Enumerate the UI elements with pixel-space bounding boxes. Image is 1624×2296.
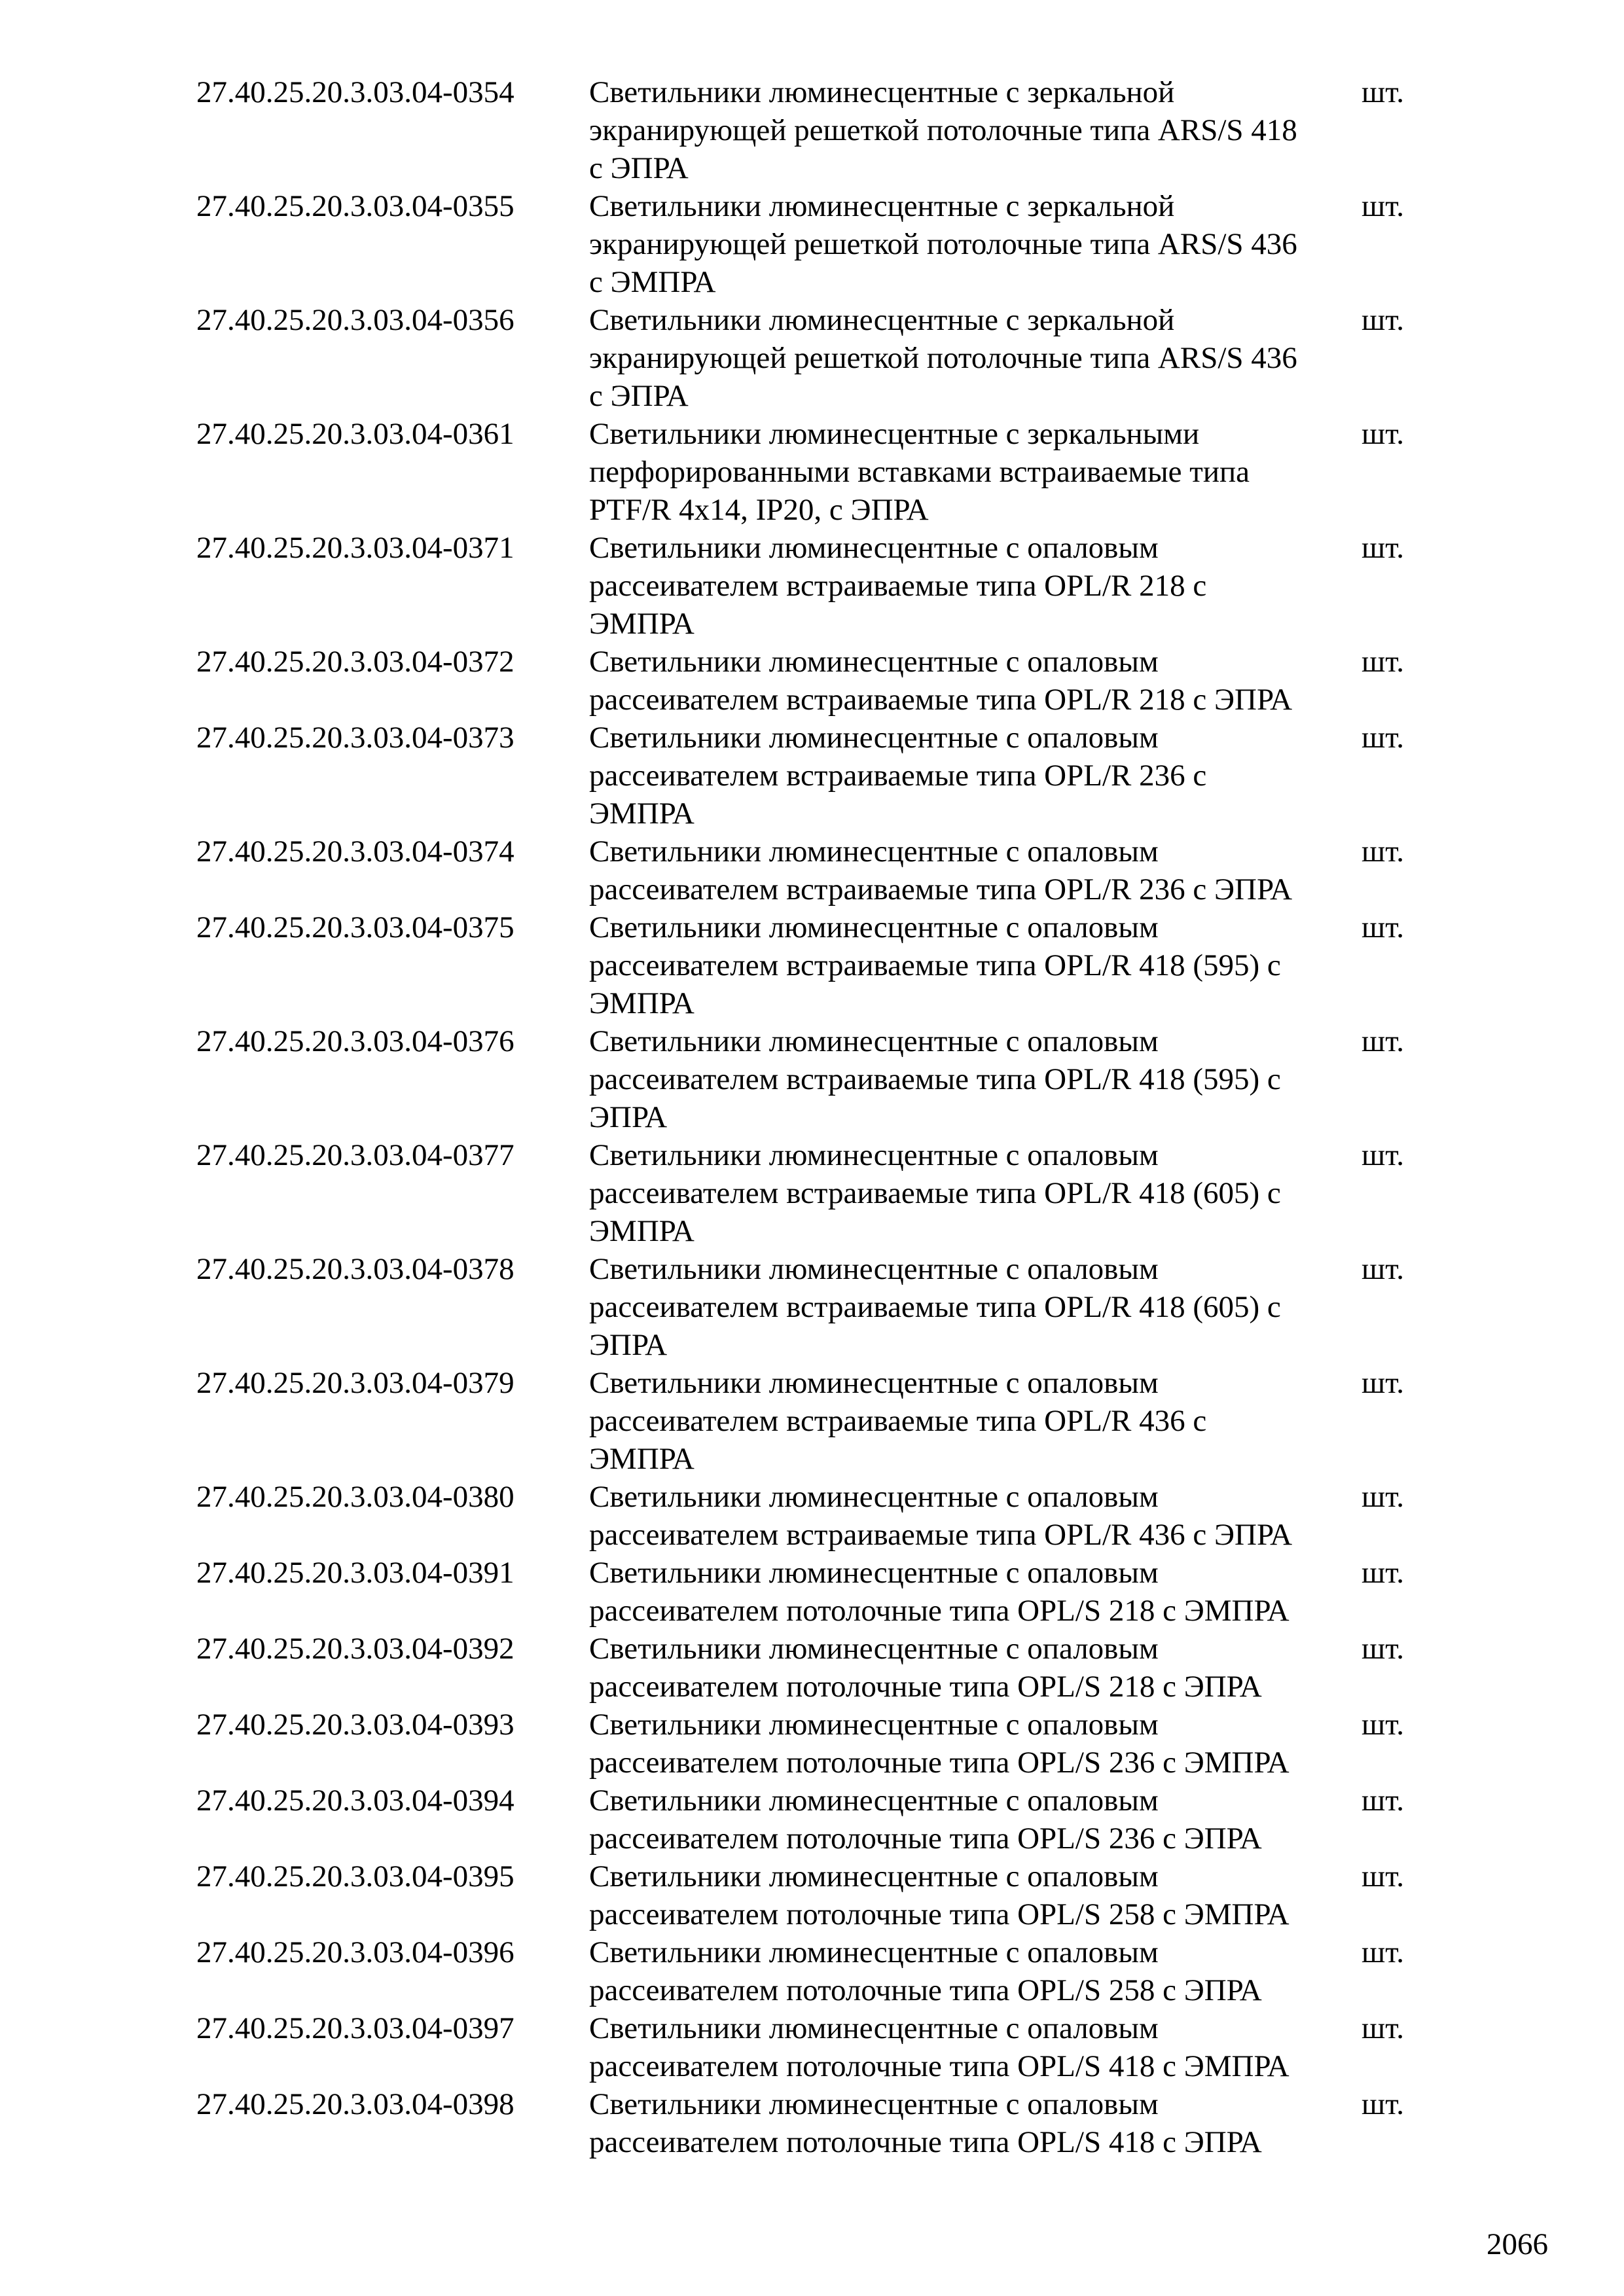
item-code: 27.40.25.20.3.03.04-0373 [196,721,514,755]
item-unit: шт. [1362,75,1404,109]
item-description: Светильники люминесцентные с опаловым рассеивателем потолочные типа OPL/S 258 с ЭМПРА [589,1859,1290,1931]
item-code: 27.40.25.20.3.03.04-0379 [196,1366,514,1400]
item-unit: шт. [1362,2087,1404,2121]
item-description: Светильники люминесцентные с опаловым рассеивателем встраиваемые типа OPL/R 418 (605) с ЭПРА [589,1252,1281,1362]
item-code: 27.40.25.20.3.03.04-0394 [196,1784,514,1818]
item-description: Светильники люминесцентные с опаловым рассеивателем встраиваемые типа OPL/R 436 с ЭМПРА [589,1366,1207,1476]
table-row [196,1364,1440,1478]
table-row [196,1554,1440,1630]
item-description: Светильники люминесцентные с зеркальными перфорированными вставками встраиваемые типа PTF/R 4x14, IP20, с ЭПРА [589,417,1250,527]
item-unit: шт. [1362,1024,1404,1058]
item-code: 27.40.25.20.3.03.04-0391 [196,1556,514,1590]
item-code: 27.40.25.20.3.03.04-0397 [196,2011,514,2045]
table-row [196,1933,1440,2009]
item-code: 27.40.25.20.3.03.04-0356 [196,303,514,337]
item-code: 27.40.25.20.3.03.04-0380 [196,1480,514,1514]
item-code: 27.40.25.20.3.03.04-0376 [196,1024,514,1058]
item-unit: шт. [1362,1138,1404,1172]
item-unit: шт. [1362,189,1404,223]
item-unit: шт. [1362,721,1404,755]
item-description: Светильники люминесцентные с опаловым рассеивателем встраиваемые типа OPL/R 218 с ЭПРА [589,645,1293,717]
table-row [196,1022,1440,1136]
item-description: Светильники люминесцентные с опаловым рассеивателем встраиваемые типа OPL/R 218 с ЭМПРА [589,531,1207,641]
table-row [196,1706,1440,1782]
item-description: Светильники люминесцентные с зеркальной экранирующей решеткой потолочные типа ARS/S 418 с ЭПРА [589,75,1297,185]
table-row [196,529,1440,643]
item-description: Светильники люминесцентные с опаловым рассеивателем встраиваемые типа OPL/R 418 (605) с ЭМПРА [589,1138,1281,1248]
item-description: Светильники люминесцентные с опаловым рассеивателем потолочные типа OPL/S 218 с ЭПРА [589,1632,1262,1704]
item-unit: шт. [1362,417,1404,451]
item-description: Светильники люминесцентные с опаловым рассеивателем встраиваемые типа OPL/R 418 (595) с ЭПРА [589,1024,1281,1134]
item-code: 27.40.25.20.3.03.04-0377 [196,1138,514,1172]
table-row [196,908,1440,1022]
item-unit: шт. [1362,1252,1404,1286]
item-description: Светильники люминесцентные с опаловым рассеивателем встраиваемые типа OPL/R 436 с ЭПРА [589,1480,1293,1552]
item-description: Светильники люминесцентные с опаловым рассеивателем встраиваемые типа OPL/R 418 (595) с ЭМПРА [589,910,1281,1020]
item-description: Светильники люминесцентные с опаловым рассеивателем потолочные типа OPL/S 418 с ЭПРА [589,2087,1262,2159]
item-code: 27.40.25.20.3.03.04-0374 [196,834,514,869]
item-code: 27.40.25.20.3.03.04-0393 [196,1708,514,1742]
item-description: Светильники люминесцентные с опаловым рассеивателем потолочные типа OPL/S 258 с ЭПРА [589,1935,1262,2007]
item-unit: шт. [1362,834,1404,869]
item-code: 27.40.25.20.3.03.04-0378 [196,1252,514,1286]
table-row [196,187,1440,301]
item-description: Светильники люминесцентные с опаловым рассеивателем встраиваемые типа OPL/R 236 с ЭПРА [589,834,1293,906]
item-unit: шт. [1362,303,1404,337]
item-code: 27.40.25.20.3.03.04-0396 [196,1935,514,1969]
table-row [196,833,1440,908]
item-code: 27.40.25.20.3.03.04-0355 [196,189,514,223]
table-row [196,1250,1440,1364]
table-row [196,1630,1440,1706]
item-unit: шт. [1362,2011,1404,2045]
item-unit: шт. [1362,645,1404,679]
item-unit: шт. [1362,1708,1404,1742]
table-row [196,301,1440,415]
item-code: 27.40.25.20.3.03.04-0398 [196,2087,514,2121]
item-code: 27.40.25.20.3.03.04-0375 [196,910,514,944]
item-unit: шт. [1362,1784,1404,1818]
item-unit: шт. [1362,1366,1404,1400]
item-description: Светильники люминесцентные с опаловым рассеивателем встраиваемые типа OPL/R 236 с ЭМПРА [589,721,1207,831]
table-row [196,2009,1440,2085]
table-row [196,1136,1440,1250]
item-unit: шт. [1362,1859,1404,1893]
item-code: 27.40.25.20.3.03.04-0361 [196,417,514,451]
table-row [196,1478,1440,1554]
item-description: Светильники люминесцентные с опаловым рассеивателем потолочные типа OPL/S 236 с ЭМПРА [589,1708,1290,1780]
item-code: 27.40.25.20.3.03.04-0371 [196,531,514,565]
item-unit: шт. [1362,1556,1404,1590]
table-row [196,2085,1440,2161]
item-unit: шт. [1362,531,1404,565]
item-description: Светильники люминесцентные с опаловым рассеивателем потолочные типа OPL/S 418 с ЭМПРА [589,2011,1290,2083]
item-description: Светильники люминесцентные с зеркальной экранирующей решеткой потолочные типа ARS/S 436 с ЭПРА [589,303,1297,413]
item-description: Светильники люминесцентные с опаловым рассеивателем потолочные типа OPL/S 236 с ЭПРА [589,1784,1262,1856]
page-number: 2066 [1487,2227,1548,2261]
item-description: Светильники люминесцентные с зеркальной экранирующей решеткой потолочные типа ARS/S 436 с ЭМПРА [589,189,1297,299]
item-code: 27.40.25.20.3.03.04-0354 [196,75,514,109]
table-row [196,1782,1440,1857]
item-unit: шт. [1362,1632,1404,1666]
item-unit: шт. [1362,1480,1404,1514]
item-description: Светильники люминесцентные с опаловым рассеивателем потолочные типа OPL/S 218 с ЭМПРА [589,1556,1290,1628]
table-row [196,73,1440,187]
item-code: 27.40.25.20.3.03.04-0372 [196,645,514,679]
table-row [196,719,1440,833]
table-row [196,415,1440,529]
item-unit: шт. [1362,1935,1404,1969]
table-row [196,643,1440,719]
item-unit: шт. [1362,910,1404,944]
item-code: 27.40.25.20.3.03.04-0392 [196,1632,514,1666]
item-code: 27.40.25.20.3.03.04-0395 [196,1859,514,1893]
catalog-table [196,73,1440,2161]
table-row [196,1857,1440,1933]
